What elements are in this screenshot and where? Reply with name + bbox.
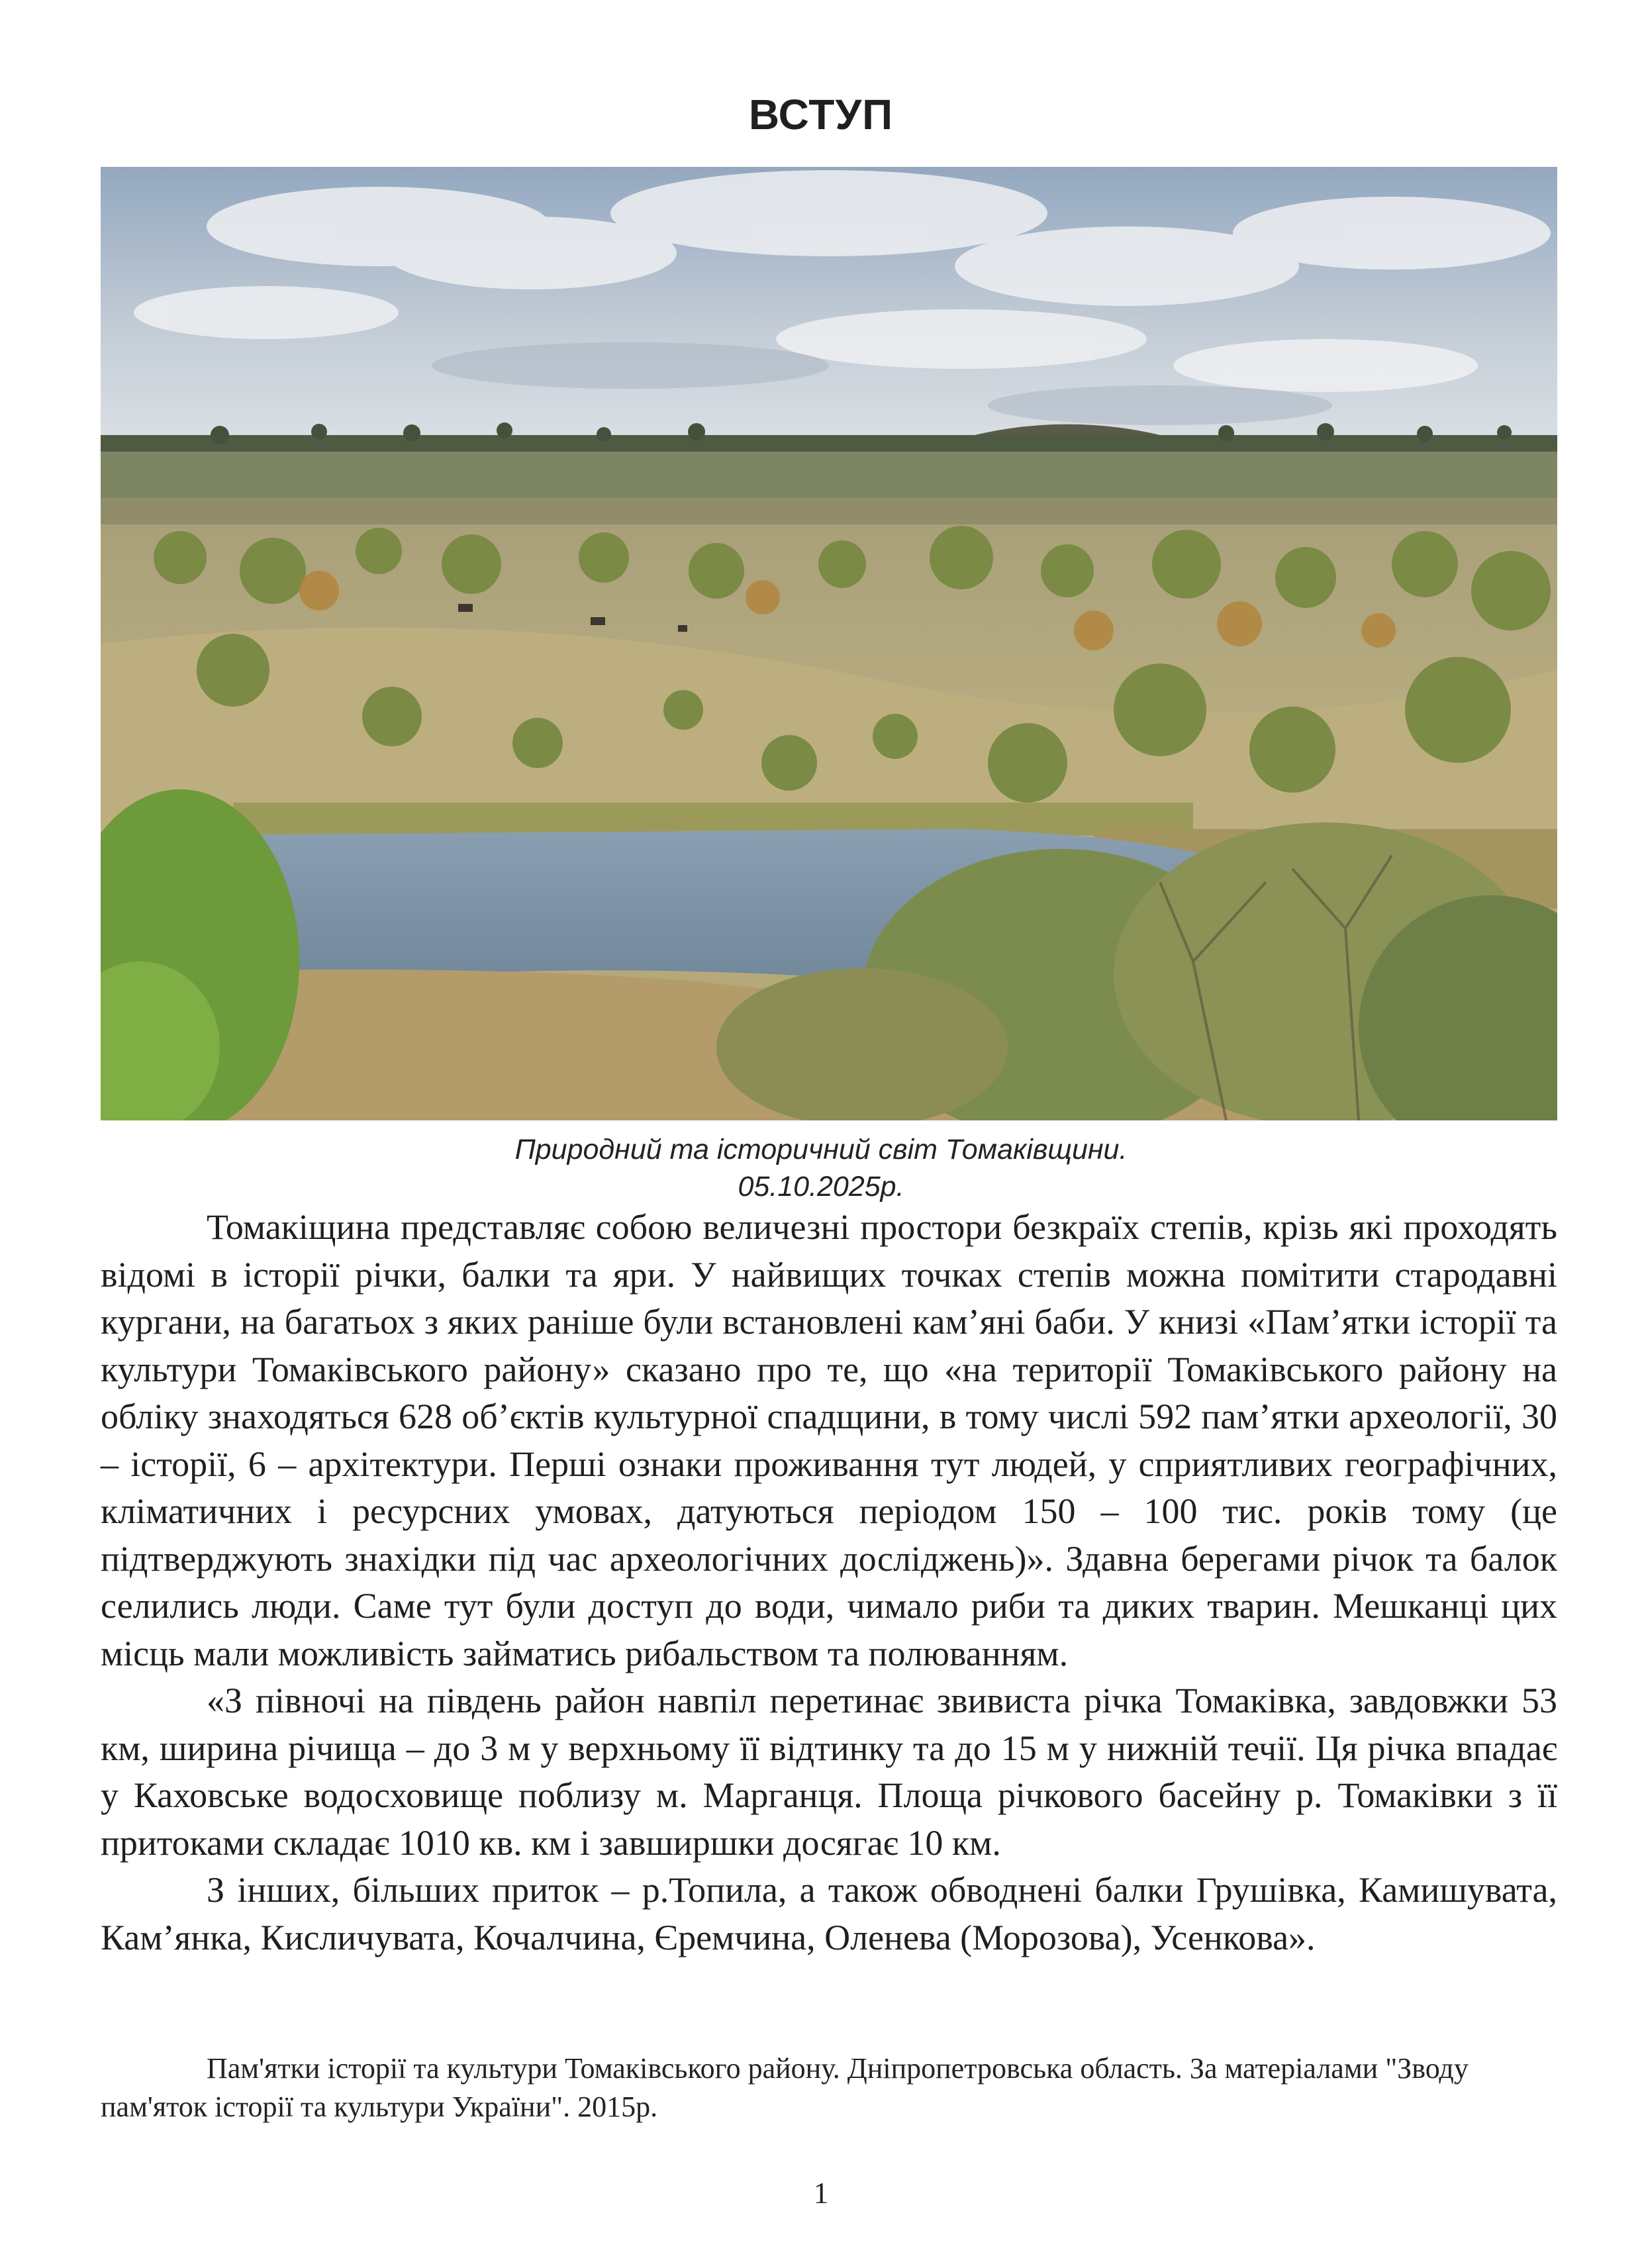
photo-caption-title: Природний та історичний світ Томаківщини.: [514, 1134, 1128, 1165]
page-number: 1: [813, 2176, 829, 2210]
reference-text: Пам'ятки історії та культури Томаківського району. Дніпропетровська область. За матеріалами "Зводу пам'яток історії та культури України". 2015р.: [101, 2052, 1469, 2123]
photo-caption-date: 05.10.2025р.: [738, 1171, 904, 1203]
paragraph: «З півночі на південь район навпіл перетинає звивиста річка Томаківка, завдовжки 53 км, ширина річища – до 3 м у верхньому її відтинку та до 15 м у нижній течії. Ця річка впадає у Каховське водосховище поблизу м. Марганця. Площа річкового басейну р. Томаківки з її притоками складає 1010 кв. км і завширшки досягає 10 км.: [101, 1681, 1557, 1863]
main-text: [101, 1204, 1557, 1961]
landscape-photo: [101, 167, 1557, 1120]
paragraph: Томакіщина представляє собою величезні простори безкраїх степів, крізь які проходять відомі в історії річки, балки та яри. У найвищих точках степів можна помітити стародавні кургани, на багатьох з яких раніше були встановлені кам’яні баби. У книзі «Пам’ятки історії та культури Томаківського району» сказано про те, що «на території Томаківського району на обліку знаходяться 628 об’єктів культурної спадщини, в тому числі 592 пам’ятки археології, 30 – історії, 6 – архітектури. Перші ознаки проживання тут людей, у сприятливих географічних, кліматичних і ресурсних умовах, датуються періодом 150 – 100 тис. років тому (це підтверджують знахідки під час археологічних досліджень)». Здавна берегами річок та балок селились люди. Саме тут були доступ до води, чимало риби та диких тварин. Мешканці цих місць мали можливість займатись рибальством та полюванням.: [101, 1207, 1557, 1673]
paragraph: З інших, більших приток – р.Топила, а також обводнені балки Грушівка, Камишувата, Кам’янка, Кисличувата, Кочалчина, Єремчина, Оленева (Морозова), Усенкова».: [101, 1870, 1557, 1957]
source-reference: [101, 2049, 1557, 2126]
page-title: ВСТУП: [748, 91, 894, 138]
reed-strip: [233, 803, 1193, 836]
landscape-illustration: [101, 167, 1557, 1120]
